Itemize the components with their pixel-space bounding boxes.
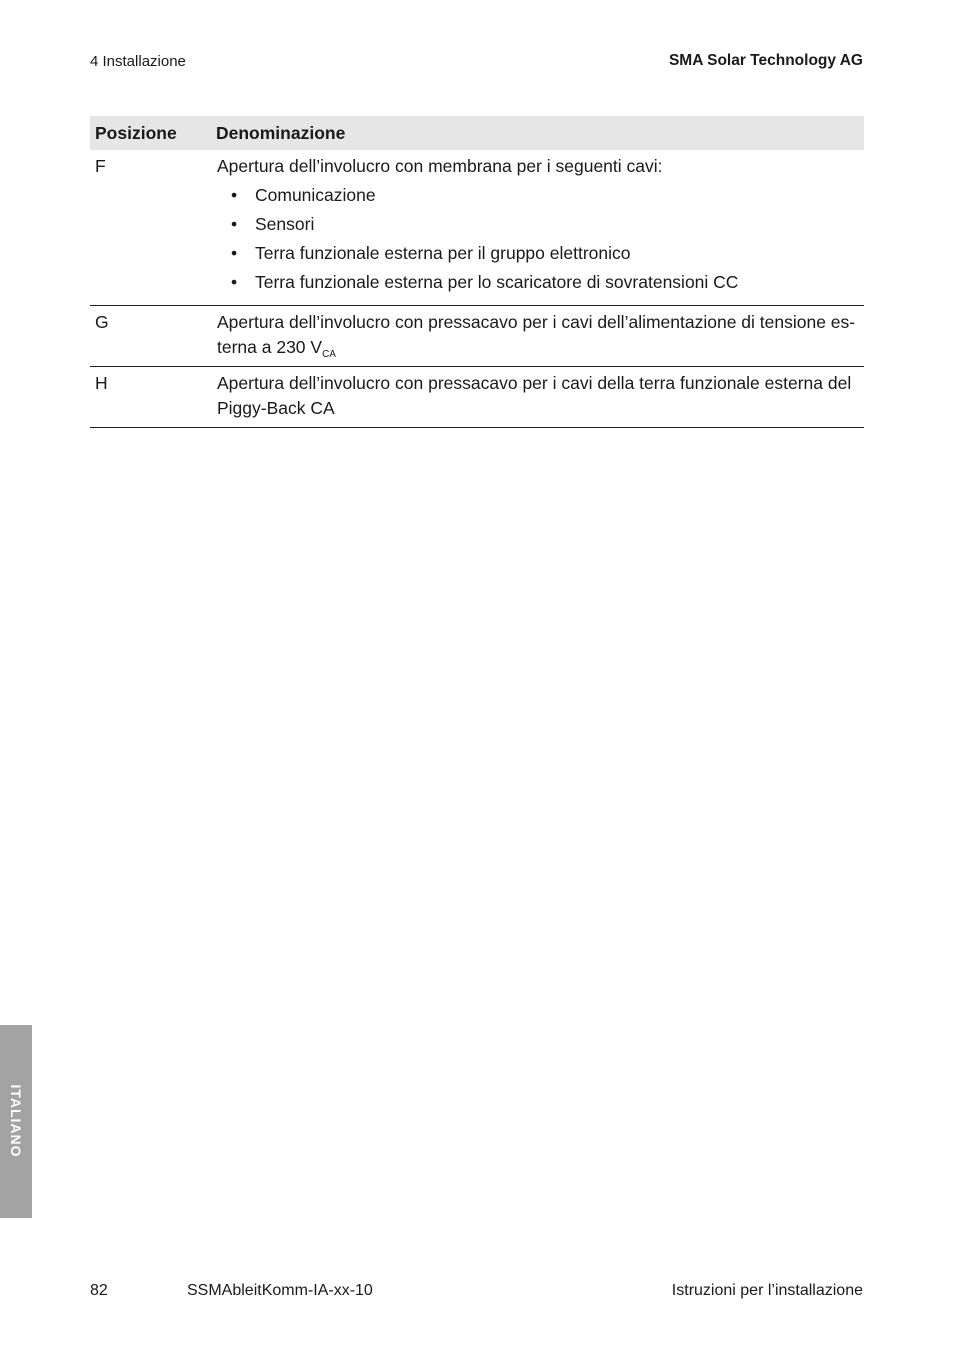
row-position: G xyxy=(90,306,211,367)
column-header-name: Denominazione xyxy=(211,116,864,150)
list-item: • Terra funzionale esterna per il gruppo elettronico xyxy=(217,241,858,266)
table-row xyxy=(90,150,864,306)
footer-doc-code: SSMAbleitKomm-IA-xx-10 xyxy=(187,1282,373,1299)
table-row xyxy=(90,367,864,428)
footer-page-number: 82 xyxy=(90,1282,108,1299)
list-item: • Comunicazione xyxy=(217,183,858,208)
row-text: Apertura dell’involucro con membrana per i seguenti cavi: xyxy=(217,156,663,176)
list-item: • Sensori xyxy=(217,212,858,237)
header-section: 4 Installazione xyxy=(90,53,186,70)
row-description: Apertura dell’involucro con pressacavo per i cavi della terra funzionale esterna del Piggy-Back CA xyxy=(211,367,864,428)
row-position: H xyxy=(90,367,211,428)
list-item: • Terra funzionale esterna per lo scaricatore di sovratensioni CC xyxy=(217,270,858,295)
voltage-subscript: CA xyxy=(322,349,336,360)
row-text-line-2 xyxy=(217,335,858,360)
position-table xyxy=(90,116,864,428)
column-header-position: Posizione xyxy=(90,116,211,150)
header-company: SMA Solar Technology AG xyxy=(668,52,863,69)
language-tab xyxy=(0,1025,32,1218)
row-position: F xyxy=(90,150,211,306)
table-header-row xyxy=(90,116,864,150)
voltage-text: terna a 230 V xyxy=(217,337,323,357)
table-row xyxy=(90,306,864,367)
row-description xyxy=(211,306,864,367)
language-tab-label: ITALIANO xyxy=(8,1084,24,1158)
row-description xyxy=(211,150,864,306)
row-text-line-1: Apertura dell’involucro con pressacavo per i cavi dell’alimentazione di tensione es- xyxy=(217,312,856,332)
bullet-list xyxy=(217,183,858,295)
footer-doc-title: Istruzioni per l’installazione xyxy=(671,1282,863,1299)
